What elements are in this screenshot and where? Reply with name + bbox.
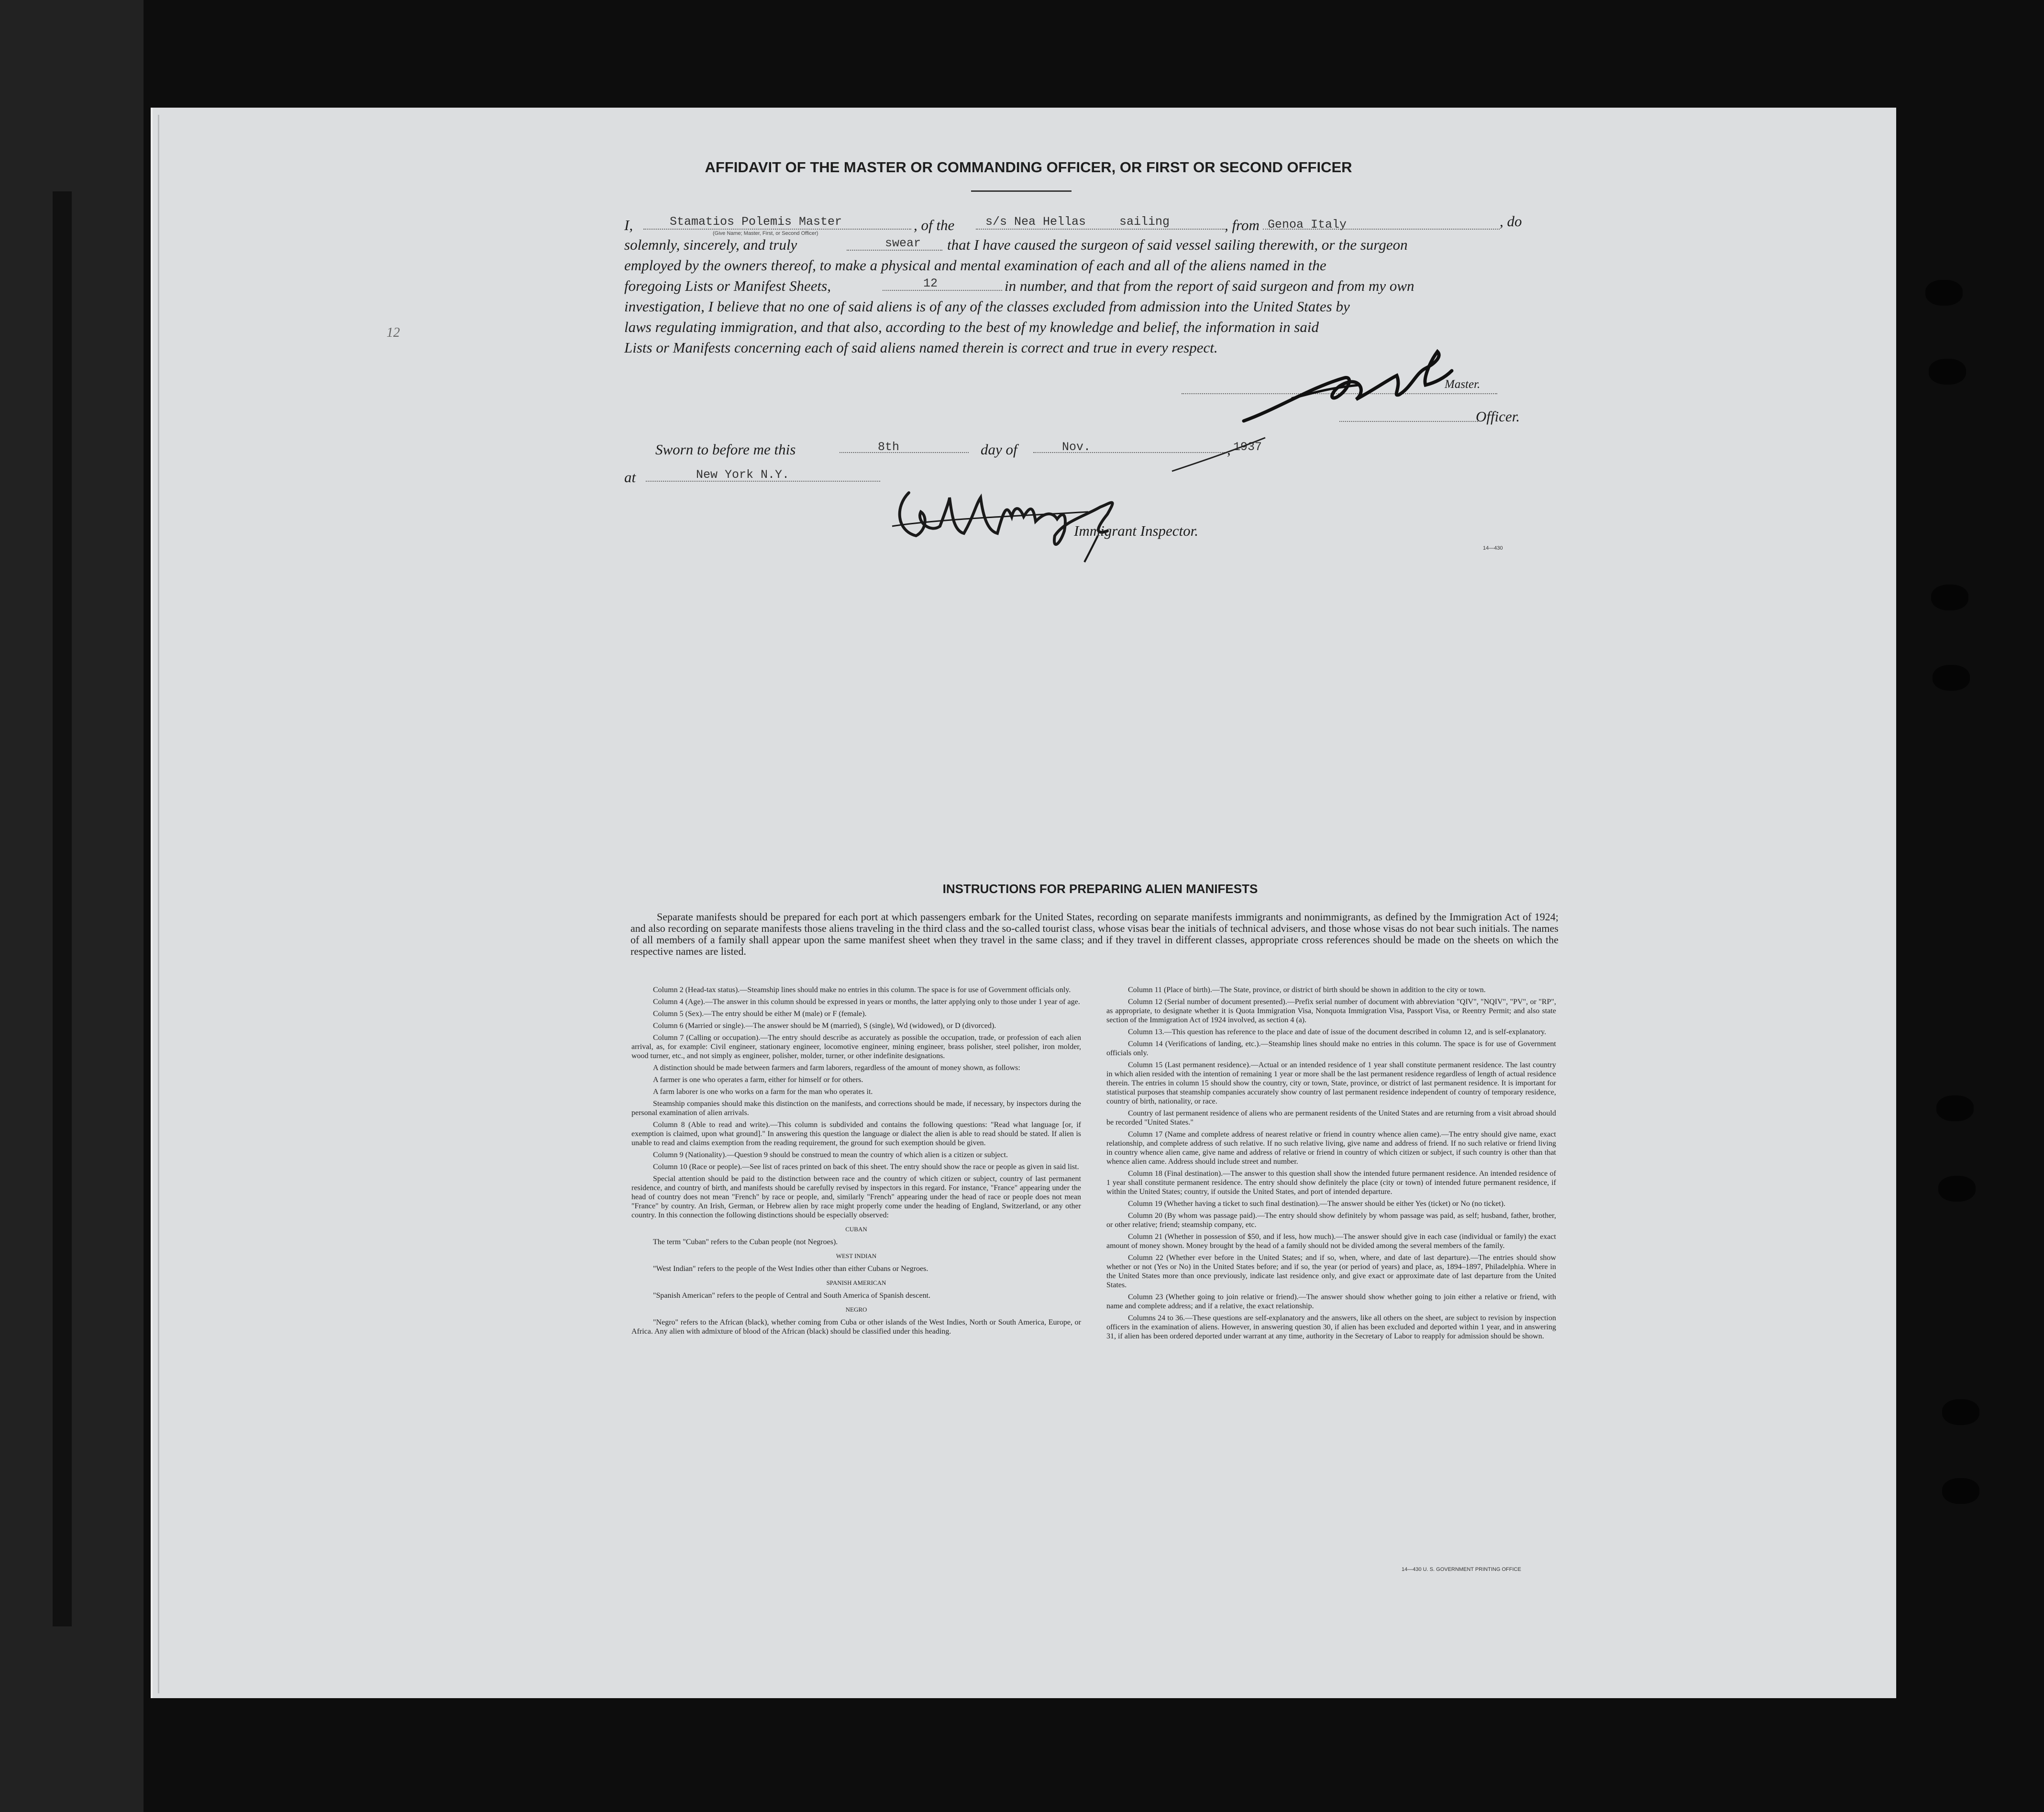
fill-line [976,229,1225,230]
departure-port: Genoa Italy [1268,218,1347,232]
affidavit-line4a: foregoing Lists or Manifest Sheets, [624,277,831,294]
instruction-paragraph: Column 9 (Nationality).—Question 9 should be construed to mean the country of which alien is a citizen or subject. [653,1151,1008,1159]
fill-line [883,290,1002,291]
punch-hole [1936,1095,1974,1121]
instruction-paragraph: Column 10 (Race or people).—See list of races printed on back of this sheet. The entry should show the race or people as given in said list. [653,1163,1079,1171]
instruction-paragraph: Column 20 (By whom was passage paid).—The entry should show definitely by whom passage was paid, as self; husband, father, brother, or other relative; friend; steamship company, etc. [1106,1212,1556,1229]
film-border [0,0,144,1812]
fill-line [840,452,969,453]
instruction-paragraph: A farmer is one who operates a farm, either for himself or for others. [653,1076,863,1084]
punch-hole [1942,1478,1979,1504]
negro-text: "Negro" refers to the African (black), whether coming from Cuba or other islands of the West Indies, North or South America, Europe, or Africa. Any alien with admixture of blood of the African (black) should be classified under this heading. [631,1318,1081,1336]
printing-office-code: 14—430 U. S. GOVERNMENT PRINTING OFFICE [1402,1567,1521,1572]
sworn-location: New York N.Y. [696,468,790,482]
instructions-right-column [1106,985,1556,1344]
cuban-heading: CUBAN [845,1226,867,1233]
punch-hole [1929,359,1966,385]
instruction-paragraph: Special attention should be paid to the distinction between race and the country of which citizen or subject, country of last permanent residence, and country of birth, and manifests should be carefully revised by inspectors in this regard. For instance, "France" appearing under the head of country does not mean "French" by race or people, and, similarly "French" appearing under the head of race or people does not mean "France" by country. An Irish, German, or Hebrew alien by race might properly come under the heading of England, Switzerland, or any other country. In this connection the following distinctions should be especially observed: [631,1175,1081,1219]
instruction-paragraph: Country of last permanent residence of aliens who are permanent residents of the United States and are returning from a visit abroad should be recorded "United States." [1106,1109,1556,1127]
sailing-word: sailing [1119,215,1170,229]
west-indian-text: "West Indian" refers to the people of the West Indies other than either Cubans or Negroes. [653,1265,928,1273]
instruction-paragraph: Column 12 (Serial number of document presented).—Prefix serial number of document with abbreviation "QIV", "NQIV", "PV", or "RP", as appropriate, to designate whether it is Quota Immigration Visa, Nonquota Immigration Visa, Passport Visa, or Reentry Permit; and also state section of the Immigration Act of 1924 involved, as section 4 (a). [1106,998,1556,1024]
instruction-paragraph: A distinction should be made between farmers and farm laborers, regardless of the amount of money shown, as follows: [653,1064,1020,1072]
spanish-american-text: "Spanish American" refers to the people of Central and South America of Spanish descent. [653,1292,931,1300]
instruction-paragraph: Column 6 (Married or single).—The answer should be M (married), S (single), Wd (widowed), or D (divorced). [653,1022,996,1030]
instructions-left-column [631,985,1081,1339]
swear-word: swear [885,236,921,250]
officer-caption: (Give Name; Master, First, or Second Officer) [713,231,818,236]
affidavit-line1-i: I, [624,217,633,233]
of-the-label: , of the [914,217,955,233]
instruction-paragraph: Column 19 (Whether having a ticket to such final destination).—The answer should be either Yes (ticket) or No (no ticket). [1128,1200,1506,1208]
instructions-intro: Separate manifests should be prepared for each port at which passengers embark for the United States, recording on separate manifests immigrants and nonimmigrants, as defined by the Immigration Act of 1924; and also recording on separate manifests those aliens traveling in the third class and the so-called tourist class, whose visas bear the initials of technical advisers, and those whose visas do not bear such initials. The names of all members of a family shall appear upon the same manifest sheet when they travel in the same class; and if they travel in different classes, appropriate cross references should be made on the sheets on which the respective names are listed. [630,911,1558,957]
spanish-american-heading: SPANISH AMERICAN [826,1279,886,1286]
master-signature [1234,342,1459,428]
sworn-day: 8th [878,440,900,454]
title-rule [971,190,1072,192]
west-indian-heading: WEST INDIAN [836,1252,877,1260]
sworn-year: 1937 [1233,440,1262,454]
instruction-paragraph: Column 7 (Calling or occupation).—The entry should describe as accurately as possible the occupation, trade, or profession of each alien arrival, as, for example: Civil engineer, stationary engineer, locomotive engineer, mining engineer, brass polisher, steel polisher, iron molder, wood turner, etc., and not simply as engineer, polisher, molder, turner, or other indefinite designations. [631,1034,1081,1060]
instruction-paragraph: Column 2 (Head-tax status).—Steamship lines should make no entries in this column. The space is for use of Government officials only. [653,986,1071,994]
at-label: at [624,469,636,486]
negro-heading: NEGRO [845,1306,867,1313]
affidavit-line6: laws regulating immigration, and that also, according to the best of my knowledge and belief, the information in said [624,319,1319,335]
instruction-paragraph: Column 21 (Whether in possession of $50, and if less, how much).—The answer should give in each case (individual or family) the exact amount of money shown. Money brought by the head of a family should not be divided among the several members of the family. [1106,1233,1556,1250]
instruction-paragraph: Column 8 (Able to read and write).—This column is subdivided and contains the following questions: "Read what language [or, if exemption is claimed, upon what ground]." In answering this question the language or dialect the alien is able to read should be stated. If alien is unable to read and claims exemption from the reading requirement, the ground for such exemption should be given. [631,1121,1081,1147]
instruction-paragraph: Column 13.—This question has reference to the place and date of issue of the document described in column 12, and is self-explanatory. [1128,1028,1547,1036]
from-label: , from [1225,217,1260,233]
do-label: , do [1500,213,1522,230]
instruction-paragraph: Steamship companies should make this distinction on the manifests, and corrections should be made, if necessary, by inspectors during the personal examination of alien arrivals. [631,1100,1081,1117]
affidavit-line3: employed by the owners thereof, to make a physical and mental examination of each and all of the aliens named in the [624,257,1326,274]
instruction-paragraph: Column 15 (Last permanent residence).—Actual or an intended residence of 1 year shall constitute permanent residence. The last country in which alien resided with the intention of remaining 1 year or more shall be the last permanent residence regardless of length of actual residence therein. The entries in column 15 should show the country, city or town, State, province, or district of last permanent residence. It is important for statistical purposes that steamship companies accurately show country of last permanent residence independent of country of temporary residence, country of birth, nationality, or race. [1106,1061,1556,1105]
affidavit-line2a: solemnly, sincerely, and truly [624,236,797,253]
instruction-paragraph: A farm laborer is one who works on a farm for the man who operates it. [653,1088,873,1096]
punch-hole [1942,1399,1979,1425]
affidavit-line7: Lists or Manifests concerning each of said aliens named therein is correct and true in every respect. [624,339,1218,356]
instruction-paragraph: Column 11 (Place of birth).—The State, province, or district of birth should be shown in addition to the city or town. [1128,986,1486,994]
instruction-paragraph: Column 14 (Verifications of landing, etc.).—Steamship lines should make no entries in this column. The space is for use of Government officials only. [1106,1040,1556,1057]
pen-stroke [1167,433,1272,476]
inspector-signature [887,478,1193,564]
day-of-label: day of [981,441,1017,458]
punch-hole [1925,280,1963,306]
sworn-label: Sworn to before me this [655,441,796,458]
officer-name: Stamatios Polemis Master [670,215,842,229]
vessel-name: s/s Nea Hellas [985,215,1086,229]
instructions-title: INSTRUCTIONS FOR PREPARING ALIEN MANIFESTS [942,882,1258,896]
punch-hole [1931,585,1968,610]
instruction-paragraph: Column 5 (Sex).—The entry should be either M (male) or F (female). [653,1010,867,1018]
officer-label: Officer. [1476,408,1520,425]
fill-line [643,229,911,230]
instruction-paragraph: Column 17 (Name and complete address of nearest relative or friend in country whence alien came).—The entry should give name, exact relationship, and complete address of such relative. If no such relative living, give name and address of friend. If no such relative or friend living in country whence alien came, give name and address of relative or friend in country of which citizen or subject, if such country is other than that whence alien came. Address should include street and number. [1106,1130,1556,1166]
master-label: Master. [1445,378,1481,391]
fill-line [1263,229,1500,230]
affidavit-line5: investigation, I believe that no one of said aliens is of any of the classes excluded from admission into the United States by [624,298,1350,315]
cuban-text: The term "Cuban" refers to the Cuban people (not Negroes). [653,1238,838,1246]
punch-hole [1938,1176,1976,1202]
inspector-label: Immigrant Inspector. [1074,522,1199,539]
fill-line [847,250,942,251]
instruction-paragraph: Column 18 (Final destination).—The answer to this question shall show the intended future permanent residence. An intended residence of 1 year shall constitute permanent residence. The entry should show definitely the place (city or town) of intended future permanent residence, if within the United States; country, if outside the United States, and port of intended departure. [1106,1170,1556,1196]
affidavit-line2b: that I have caused the surgeon of said vessel sailing therewith, or the surgeon [947,236,1408,253]
year-comma: , [1227,441,1231,458]
instruction-paragraph: Column 4 (Age).—The answer in this column should be expressed in years or months, the latter applying only to those under 1 year of age. [653,998,1080,1006]
instruction-paragraph: Column 22 (Whether ever before in the United States; and if so, when, where, and date of last departure).—The entries should show whether or not (Yes or No) in the United States before; and if so, the year (or period of years) and place, as, 1894–1897, Philadelphia. Where in the United States more than once previously, indicate last residence only, and give exact or approximate date of last departure from the United States. [1106,1254,1556,1289]
affidavit-line4b: in number, and that from the report of said surgeon and from my own [1005,277,1414,294]
affidavit-form-code: 14—430 [1483,545,1503,551]
instruction-paragraph: Column 23 (Whether going to join relative or friend).—The answer should show whether going to join either a relative or friend, with name and complete address; and if a relative, the exact relationship. [1106,1293,1556,1310]
sheet-count: 12 [923,276,938,290]
margin-note: 12 [387,325,400,340]
instruction-paragraph: Columns 24 to 36.—These questions are self-explanatory and the answers, like all others on the sheet, are subject to revision by inspection officers in the examination of aliens. However, in answering question 30, if alien has been excluded and deported within 1 year, and in answering 31, if alien has been ordered deported under warrant at any time, authority in the Secretary of Labor to reapply for admission should be shown. [1106,1314,1556,1340]
affidavit-title: AFFIDAVIT OF THE MASTER OR COMMANDING OFFICER, OR FIRST OR SECOND OFFICER [705,159,1352,176]
sworn-month: Nov. [1062,440,1091,454]
punch-hole [1933,665,1970,691]
